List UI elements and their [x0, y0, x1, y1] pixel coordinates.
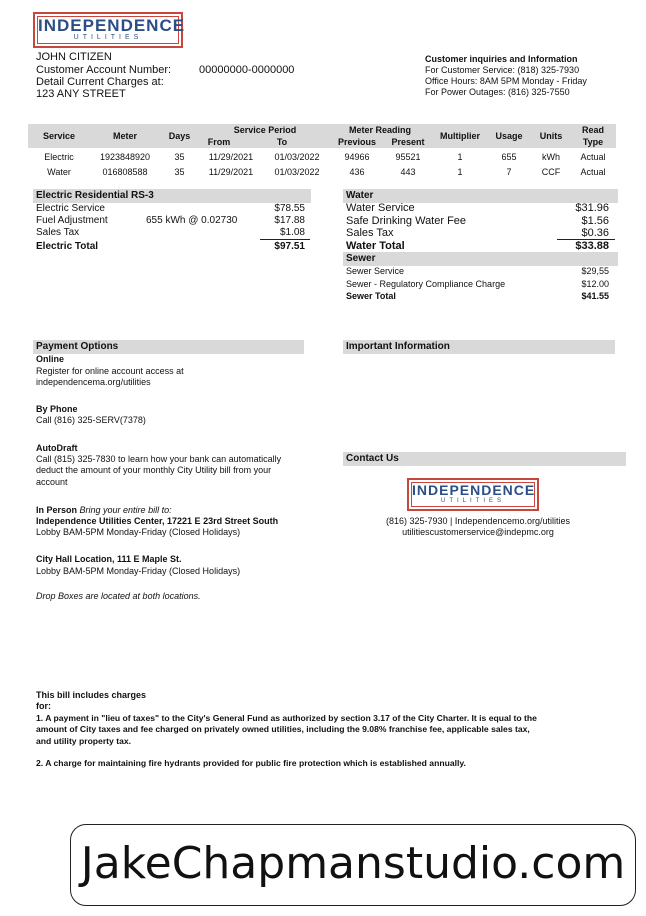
- contact-logo-tagline: UTILITIES: [440, 498, 505, 504]
- electric-section-title: Electric Residential RS-3: [33, 189, 311, 203]
- in-person-title: In Person: [36, 505, 78, 515]
- cell-to: 01/03/2022: [274, 152, 320, 162]
- online-text-2: independencema.org/utilities: [36, 377, 151, 387]
- header-from: From: [207, 137, 231, 147]
- cell-multiplier: 1: [457, 167, 463, 177]
- electric-total-amount: $97.51: [274, 241, 305, 252]
- service-address: 123 ANY STREET: [36, 88, 126, 100]
- note-2: 2. A charge for maintaining fire hydrants provided for public fire protection which is established annually.: [36, 758, 466, 768]
- city-hall-hours: Lobby BAM-5PM Monday-Friday (Closed Holidays): [36, 566, 241, 576]
- cell-multiplier: 1: [457, 152, 463, 162]
- fuel-adjustment-label: Fuel Adjustment: [36, 215, 108, 226]
- header-multiplier: Multiplier: [440, 131, 480, 141]
- inquiries-title: Customer inquiries and Information: [425, 54, 578, 64]
- electric-service-amount: $78.55: [274, 203, 305, 214]
- important-info-title: Important Information: [343, 340, 615, 354]
- company-logo: [33, 12, 186, 48]
- phone-title: By Phone: [36, 404, 78, 414]
- safe-drinking-water-amount: $1.56: [581, 215, 609, 227]
- contact-line-2[interactable]: utilitiescustomerservice@indepmc.org: [402, 527, 554, 537]
- cell-units: CCF: [541, 167, 561, 177]
- electric-total-rule: [260, 239, 310, 240]
- sewer-compliance-label: Sewer - Regulatory Compliance Charge: [346, 279, 506, 289]
- customer-service-phone: For Customer Service: (818) 325-7930: [425, 65, 580, 75]
- sewer-total-label: Sewer Total: [346, 291, 396, 301]
- contact-logo: [407, 478, 539, 511]
- electric-service-label: Electric Service: [36, 203, 105, 214]
- header-meter: Meter: [112, 131, 137, 141]
- logo-tagline: UTILITIES: [73, 34, 143, 41]
- phone-text: Call (816) 325-SERV(7378): [36, 415, 146, 425]
- autodraft-text-1: Call (815) 325-7830 to learn how your bank can automatically: [36, 454, 282, 464]
- header-type: Type: [582, 137, 604, 147]
- cell-from: 11/29/2021: [208, 152, 254, 162]
- detail-charges-label: Detail Current Charges at:: [36, 76, 164, 88]
- cell-service: Electric: [44, 152, 74, 162]
- sewer-section-title: Sewer: [343, 252, 618, 266]
- in-person-line: [36, 505, 172, 515]
- electric-total-label: Electric Total: [36, 241, 99, 252]
- electric-sales-tax-label: Sales Tax: [36, 227, 80, 238]
- sewer-compliance-amount: $12.00: [581, 279, 609, 289]
- cell-usage: 7: [506, 167, 512, 177]
- autodraft-text-2: deduct the amount of your monthly City Utility bill from your: [36, 465, 272, 475]
- header-days: Days: [168, 131, 191, 141]
- drop-box-note: Drop Boxes are located at both locations.: [36, 591, 201, 601]
- cell-read-type: Actual: [580, 167, 606, 177]
- city-hall-name: City Hall Location, 111 E Maple St.: [36, 554, 182, 564]
- fuel-adjustment-amount: $17.88: [274, 215, 305, 226]
- note-1-line-2: amount of City taxes and fee charged on privately owned utilities, including the 9.08% franchise fee, applicable sales tax,: [36, 724, 530, 734]
- sewer-total-amount: $41.55: [581, 291, 609, 301]
- customer-name: JOHN CITIZEN: [36, 51, 112, 63]
- header-read: Read: [581, 125, 604, 135]
- header-previous: Previous: [337, 137, 377, 147]
- safe-drinking-water-label: Safe Drinking Water Fee: [346, 215, 467, 227]
- header-service: Service: [42, 131, 76, 141]
- water-service-label: Water Service: [346, 202, 415, 214]
- cell-from: 11/29/2021: [208, 167, 254, 177]
- utilities-center-name: Independence Utilities Center, 17221 E 23rd Street South: [36, 516, 279, 526]
- cell-units: kWh: [542, 152, 560, 162]
- contact-logo-name: INDEPENDENCE: [412, 482, 536, 498]
- cell-service: Water: [47, 167, 71, 177]
- cell-present: 95521: [395, 152, 421, 162]
- cell-read-type: Actual: [580, 152, 606, 162]
- water-service-amount: $31.96: [575, 202, 609, 214]
- water-sales-tax-amount: $0.36: [581, 227, 609, 239]
- cell-previous: 436: [349, 167, 365, 177]
- autodraft-title: AutoDraft: [36, 443, 78, 453]
- payment-options-title: Payment Options: [33, 340, 304, 354]
- water-sales-tax-label: Sales Tax: [346, 227, 394, 239]
- electric-sales-tax-amount: $1.08: [279, 227, 305, 238]
- header-usage: Usage: [495, 131, 523, 141]
- utilities-center-hours: Lobby BAM-5PM Monday-Friday (Closed Holidays): [36, 527, 241, 537]
- contact-us-title: Contact Us: [343, 452, 626, 466]
- cell-meter: 1923848920: [99, 152, 151, 162]
- header-units: Units: [539, 131, 563, 141]
- account-number-label: Customer Account Number:: [36, 64, 172, 76]
- header-to: To: [276, 137, 288, 147]
- cell-usage: 655: [501, 152, 517, 162]
- note-1-line-3: and utility property tax.: [36, 736, 132, 746]
- cell-present: 443: [400, 167, 416, 177]
- notes-intro-2: for:: [36, 701, 51, 711]
- cell-days: 35: [174, 152, 185, 162]
- notes-intro-1: This bill includes charges: [36, 690, 147, 700]
- online-title: Online: [36, 354, 65, 364]
- cell-days: 35: [174, 167, 185, 177]
- sewer-service-label: Sewer Service: [346, 266, 405, 276]
- water-total-amount: $33.88: [575, 240, 609, 252]
- cell-previous: 94966: [344, 152, 370, 162]
- power-outage-phone: For Power Outages: (816) 325-7550: [425, 87, 570, 97]
- office-hours: Office Hours: 8AM 5PM Monday - Friday: [425, 76, 587, 86]
- header-service-period: Service Period: [233, 125, 297, 135]
- header-meter-reading: Meter Reading: [348, 125, 411, 135]
- water-total-label: Water Total: [346, 240, 405, 252]
- logo-name: INDEPENDENCE: [38, 16, 186, 35]
- watermark-banner: JakeChapmanstudio.com: [70, 824, 636, 906]
- note-1-line-1: 1. A payment in "lieu of taxes" to the City's General Fund as authorized by section 3.17 of the City Charter. It is equal to the: [36, 713, 537, 723]
- online-text-1: Register for online account access at: [36, 366, 184, 376]
- cell-meter: 016808588: [102, 167, 148, 177]
- in-person-note: Bring your entire bill to:: [79, 505, 172, 515]
- contact-line-1[interactable]: (816) 325-7930 | Independencemo.org/utilities: [386, 516, 570, 526]
- autodraft-text-3: account: [36, 477, 68, 487]
- water-section-title: Water: [343, 189, 618, 203]
- account-number: 00000000-0000000: [199, 64, 295, 76]
- fuel-adjustment-detail: 655 kWh @ 0.02730: [146, 215, 238, 226]
- header-present: Present: [391, 137, 425, 147]
- sewer-service-amount: $29,55: [581, 266, 609, 276]
- cell-to: 01/03/2022: [274, 167, 320, 177]
